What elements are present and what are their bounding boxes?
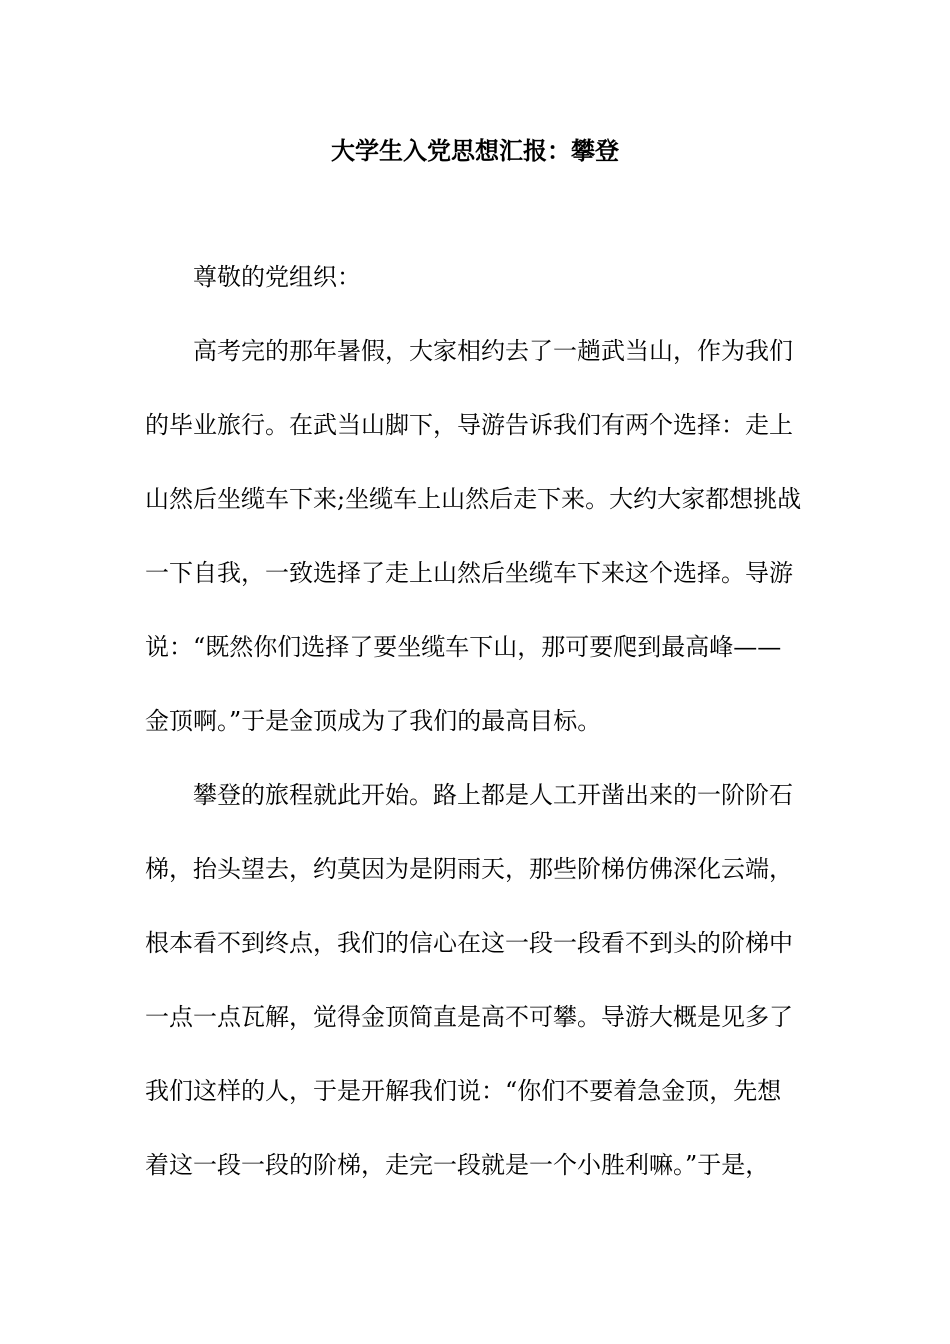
paragraph-line: 说：“既然你们选择了要坐缆车下山，那可要爬到最高峰—— — [145, 633, 782, 661]
paragraph-line: 一点一点瓦解，觉得金顶简直是高不可攀。导游大概是见多了 — [145, 1003, 793, 1031]
paragraph-line: 高考完的那年暑假，大家相约去了一趟武当山，作为我们 — [193, 337, 793, 365]
paragraph-line: 山然后坐缆车下来;坐缆车上山然后走下来。大约大家都想挑战 — [145, 485, 802, 513]
paragraph-line: 一下自我，一致选择了走上山然后坐缆车下来这个选择。导游 — [145, 559, 793, 587]
paragraph-line: 攀登的旅程就此开始。路上都是人工开凿出来的一阶阶石 — [193, 781, 793, 809]
paragraph-line: 梯，抬头望去，约莫因为是阴雨天，那些阶梯仿佛深化云端， — [145, 855, 793, 883]
paragraph-line: 我们这样的人，于是开解我们说：“你们不要着急金顶，先想 — [145, 1077, 782, 1105]
paragraph-line: 根本看不到终点，我们的信心在这一段一段看不到头的阶梯中 — [145, 929, 793, 957]
document-title: 大学生入党思想汇报：攀登 — [331, 136, 619, 165]
paragraph-line: 金顶啊。”于是金顶成为了我们的最高目标。 — [145, 707, 602, 735]
paragraph-line: 着这一段一段的阶梯，走完一段就是一个小胜利嘛。”于是， — [145, 1151, 770, 1179]
paragraph-line: 的毕业旅行。在武当山脚下，导游告诉我们有两个选择：走上 — [145, 411, 793, 439]
salutation: 尊敬的党组织： — [193, 263, 361, 291]
